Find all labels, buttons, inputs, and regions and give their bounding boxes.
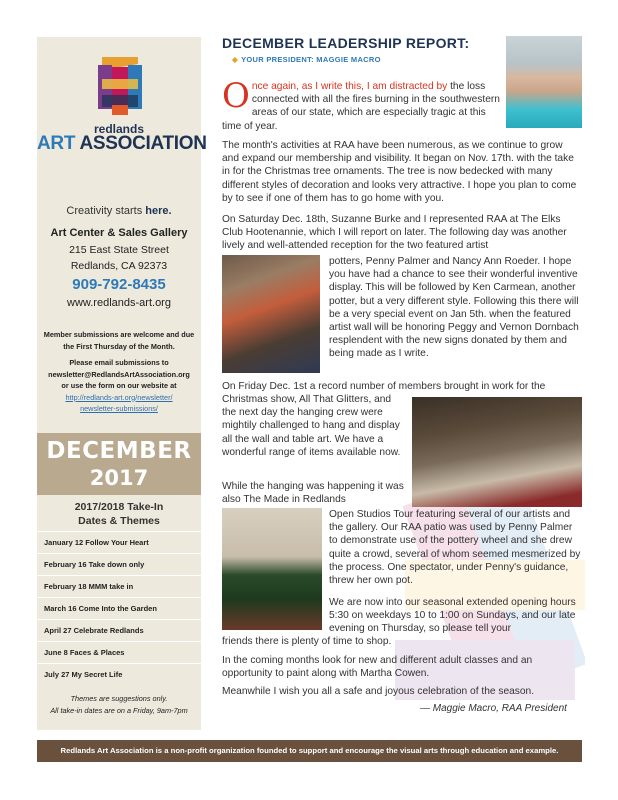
- note-2: All take-in dates are on a Friday, 9am-7pm: [50, 706, 188, 715]
- article-headline: DECEMBER LEADERSHIP REPORT:: [222, 35, 470, 51]
- para-5b: Open Studios Tour featuring several of our artists and the gallery. Our RAA patio was used by Penny Palmer to demonstrate use of the pottery wheel and she drew quite a crowd, several of whom seemed mesmerized by the process. One spectator, under Penny's guidance, threw her own pot.: [329, 509, 581, 587]
- gallery-title: Art Center & Sales Gallery: [50, 227, 188, 239]
- diamond-icon: ◆: [232, 55, 239, 64]
- date-item: February 16 Take down only: [37, 553, 201, 575]
- date-item: January 12 Follow Your Heart: [37, 531, 201, 553]
- para-4a: On Friday Dec. 1st a record number of members brought in work for the: [222, 381, 546, 392]
- takein-title: [37, 500, 201, 528]
- org-name-small: redlands: [93, 122, 144, 136]
- date-item: June 8 Faces & Places: [37, 641, 201, 663]
- newsletter-link-1[interactable]: http://redlands-art.org/newsletter/: [65, 392, 173, 402]
- para-3b: potters, Penny Palmer and Nancy Ann Roeder. I hope you have had a chance to see their wonderful inventive display. This will be followed by Ken Carmean, another potter, but a very different style. Following this there will be a very special event on Jan 5th. when the featured artist wall will be honoring Peggy and Vernon Dornbach resplendent with the new signs donated by them and being made as I write.: [329, 256, 579, 360]
- takein-title-2: Dates & Themes: [78, 515, 160, 527]
- photo-christmas-tree: [222, 508, 322, 630]
- gallery-street: 215 East State Street: [69, 244, 169, 256]
- date-item: April 27 Celebrate Redlands: [37, 619, 201, 641]
- para-8: Meanwhile I wish you all a safe and joyous celebration of the season.: [222, 686, 535, 697]
- tagline-text: Creativity starts: [66, 205, 143, 217]
- gallery-city: Redlands, CA 92373: [70, 260, 168, 272]
- footer-banner: Redlands Art Association is a non-profit organization founded to support and encourage the visual arts through education and example.: [37, 740, 582, 762]
- newsletter-link-2[interactable]: newsletter-submissions/: [80, 404, 158, 413]
- tagline: [37, 205, 201, 217]
- intro-red-text: nce again, as I write this, I am distracted by: [251, 81, 448, 92]
- photo-gallery-show: [412, 397, 582, 507]
- org-name-art: ART: [37, 133, 76, 154]
- dropcap: O: [222, 76, 250, 116]
- year-label: 2017: [89, 466, 149, 490]
- takein-notes: [37, 693, 201, 717]
- para-6a: We are now into our seasonal extended opening hours 5:30 on weekdays 10 to 1:00 on Sundays, and our late evening on Thursday, so please tell your: [329, 597, 576, 635]
- date-item: February 18 MMM take in: [37, 575, 201, 597]
- email-line-1: Please email submissions to: [69, 358, 169, 367]
- email-address[interactable]: newsletter@RedlandsArtAssociation.org: [48, 369, 190, 379]
- gallery-website[interactable]: www.redlands-art.org: [67, 297, 171, 309]
- tagline-bold: here.: [145, 205, 172, 217]
- month-label: DECEMBER: [46, 438, 192, 464]
- raa-logo-icon: [98, 57, 142, 115]
- para-7: In the coming months look for new and different adult classes and an opportunity to paint along with Martha Cowen.: [222, 655, 533, 680]
- para-6b: friends there is plenty of time to shop.: [222, 636, 392, 647]
- takein-title-1: 2017/2018 Take-In: [74, 501, 164, 513]
- org-name-association: ASSOCIATION: [79, 133, 207, 154]
- photo-potters: [222, 255, 320, 373]
- org-name: [37, 133, 207, 155]
- email-line-3: or use the form on our website at: [61, 381, 177, 390]
- para-5a: While the hanging was happening it was also The Made in Redlands: [222, 481, 404, 506]
- gallery-info: [37, 227, 201, 309]
- submission-note: Member submissions are welcome and due the First Thursday of the Month.: [43, 330, 195, 351]
- president-portrait: [506, 36, 582, 128]
- takein-dates-list: [37, 531, 201, 685]
- date-item: March 16 Come Into the Garden: [37, 597, 201, 619]
- month-banner: [37, 433, 201, 495]
- gallery-phone[interactable]: 909-792-8435: [72, 276, 166, 293]
- byline-text: YOUR PRESIDENT: MAGGIE MACRO: [241, 55, 381, 64]
- submission-info: [43, 329, 195, 415]
- article-byline: [232, 55, 381, 64]
- para-2: The month's activities at RAA have been numerous, as we continue to grow and expand our membership and visibility. It began on Nov. 17th. with the take in for the Christmas tree ornaments. The tree is now bedecked with many different styles of decoration and looks very attractive. I hope you plan to come by to see if one of them has to go home with you.: [222, 140, 577, 204]
- note-1: Themes are suggestions only.: [70, 694, 168, 703]
- signature: — Maggie Macro, RAA President: [420, 703, 567, 714]
- para-4b: Christmas show, All That Glitters, and the next day the hanging crew were mightily challenged to hang and display all the wall and table art. We have a wonderful range of items available now.: [222, 394, 401, 458]
- para-1: the loss connected with all the fires burning in the southwestern areas of our state, which are especially tragic at this time of year.: [222, 81, 500, 132]
- sidebar: [37, 37, 207, 730]
- date-item: July 27 My Secret Life: [37, 663, 201, 685]
- para-3a: On Saturday Dec. 18th, Suzanne Burke and I represented RAA at The Elks Club Hootenannie, which I will report on later. The following day was another lively and well-attended reception for the two featured artist: [222, 214, 567, 252]
- article-intro: [222, 76, 500, 133]
